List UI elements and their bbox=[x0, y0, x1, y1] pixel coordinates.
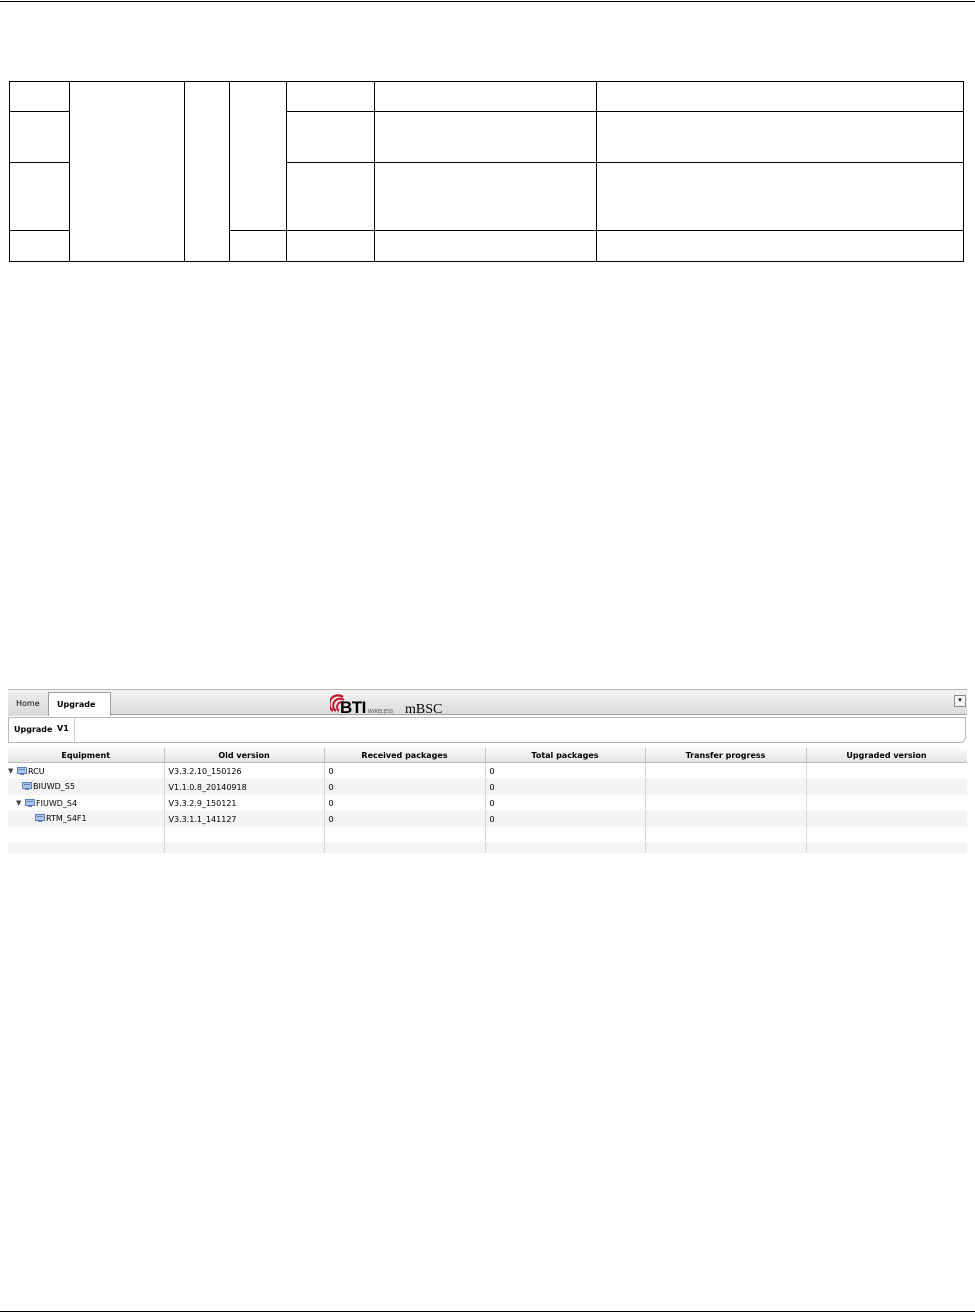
total-packages-cell: 0 bbox=[485, 763, 645, 780]
total-packages-cell: 0 bbox=[485, 811, 645, 827]
tab-bar bbox=[8, 689, 967, 733]
network-device-icon bbox=[35, 814, 45, 822]
tab-list-dropdown[interactable] bbox=[954, 695, 966, 707]
empty-table-row bbox=[8, 827, 967, 843]
equipment-cell[interactable] bbox=[8, 763, 164, 780]
transfer-progress-cell bbox=[645, 779, 806, 795]
equipment-name: BIUWD_S5 bbox=[33, 781, 75, 791]
table-cell bbox=[375, 231, 597, 262]
table-cell bbox=[287, 163, 375, 231]
table-cell bbox=[185, 82, 230, 262]
empty-table-row bbox=[8, 843, 967, 853]
tab-upgrade-v1[interactable]: Upgrade V1 bbox=[48, 692, 111, 716]
upgrade-screenshot bbox=[8, 689, 967, 853]
table-row[interactable] bbox=[8, 811, 967, 827]
received-packages-cell: 0 bbox=[324, 763, 485, 780]
equipment-cell[interactable] bbox=[8, 795, 164, 811]
table-cell bbox=[597, 112, 964, 163]
equipment-cell[interactable] bbox=[8, 811, 164, 827]
total-packages-cell: 0 bbox=[485, 779, 645, 795]
page-top-rule bbox=[0, 1, 975, 2]
table-cell bbox=[287, 112, 375, 163]
table-cell bbox=[375, 163, 597, 231]
table-cell bbox=[375, 112, 597, 163]
column-header-received-packages[interactable]: Received packages bbox=[324, 748, 485, 763]
equipment-cell[interactable] bbox=[8, 779, 164, 795]
received-packages-cell: 0 bbox=[324, 811, 485, 827]
equipment-name: RCU bbox=[28, 766, 45, 776]
old-version-cell: V3.3.2.10_150126 bbox=[164, 763, 324, 780]
total-packages-cell: 0 bbox=[485, 795, 645, 811]
tab-home[interactable]: Home bbox=[8, 692, 49, 716]
page-bottom-rule bbox=[0, 1311, 975, 1312]
old-version-cell: V3.3.1.1_141127 bbox=[164, 811, 324, 827]
table-cell bbox=[10, 163, 70, 231]
upgraded-version-cell bbox=[806, 763, 967, 780]
transfer-progress-cell bbox=[645, 763, 806, 780]
expand-arrow-icon[interactable]: ▼ bbox=[16, 799, 22, 808]
column-header-transfer-progress[interactable]: Transfer progress bbox=[645, 748, 806, 763]
network-device-icon bbox=[17, 767, 27, 775]
equipment-name: FIUWD_S4 bbox=[36, 798, 78, 808]
upgrade-table bbox=[8, 748, 967, 853]
upgrade-button[interactable]: Upgrade bbox=[9, 718, 75, 742]
equipment-name: RTM_S4F1 bbox=[46, 813, 87, 823]
column-header-upgraded-version[interactable]: Upgraded version bbox=[806, 748, 967, 763]
toolbar bbox=[8, 717, 966, 743]
brand-logo-subtext: WIRELESS bbox=[368, 709, 394, 715]
brand-logo-text: BTI bbox=[340, 698, 366, 717]
table-cell bbox=[10, 112, 70, 163]
table-cell bbox=[10, 82, 70, 112]
old-version-cell: V3.3.2.9_150121 bbox=[164, 795, 324, 811]
received-packages-cell: 0 bbox=[324, 779, 485, 795]
chevron-down-icon: ▾ bbox=[958, 696, 962, 704]
column-header-old-version[interactable]: Old version bbox=[164, 748, 324, 763]
blank-doc-table bbox=[9, 81, 964, 262]
upgraded-version-cell bbox=[806, 811, 967, 827]
table-cell bbox=[597, 82, 964, 112]
table-row[interactable] bbox=[8, 779, 967, 795]
table-header-row bbox=[8, 748, 967, 763]
network-device-icon bbox=[22, 782, 32, 790]
old-version-cell: V1.1.0.8_20140918 bbox=[164, 779, 324, 795]
table-cell bbox=[10, 231, 70, 262]
table-cell bbox=[70, 82, 185, 262]
table-cell bbox=[230, 82, 287, 231]
upgraded-version-cell bbox=[806, 779, 967, 795]
table-row[interactable] bbox=[8, 795, 967, 811]
upgraded-version-cell bbox=[806, 795, 967, 811]
table-cell bbox=[597, 231, 964, 262]
transfer-progress-cell bbox=[645, 811, 806, 827]
column-header-equipment[interactable]: Equipment bbox=[8, 748, 164, 763]
table-cell bbox=[287, 82, 375, 112]
table-cell bbox=[287, 231, 375, 262]
app-name: mBSC bbox=[405, 702, 443, 717]
expand-arrow-icon[interactable]: ▼ bbox=[8, 767, 14, 776]
column-header-total-packages[interactable]: Total packages bbox=[485, 748, 645, 763]
transfer-progress-cell bbox=[645, 795, 806, 811]
table-cell bbox=[375, 82, 597, 112]
received-packages-cell: 0 bbox=[324, 795, 485, 811]
table-cell bbox=[230, 231, 287, 262]
table-cell bbox=[597, 163, 964, 231]
table-row[interactable] bbox=[8, 763, 967, 780]
network-device-icon bbox=[25, 799, 35, 807]
